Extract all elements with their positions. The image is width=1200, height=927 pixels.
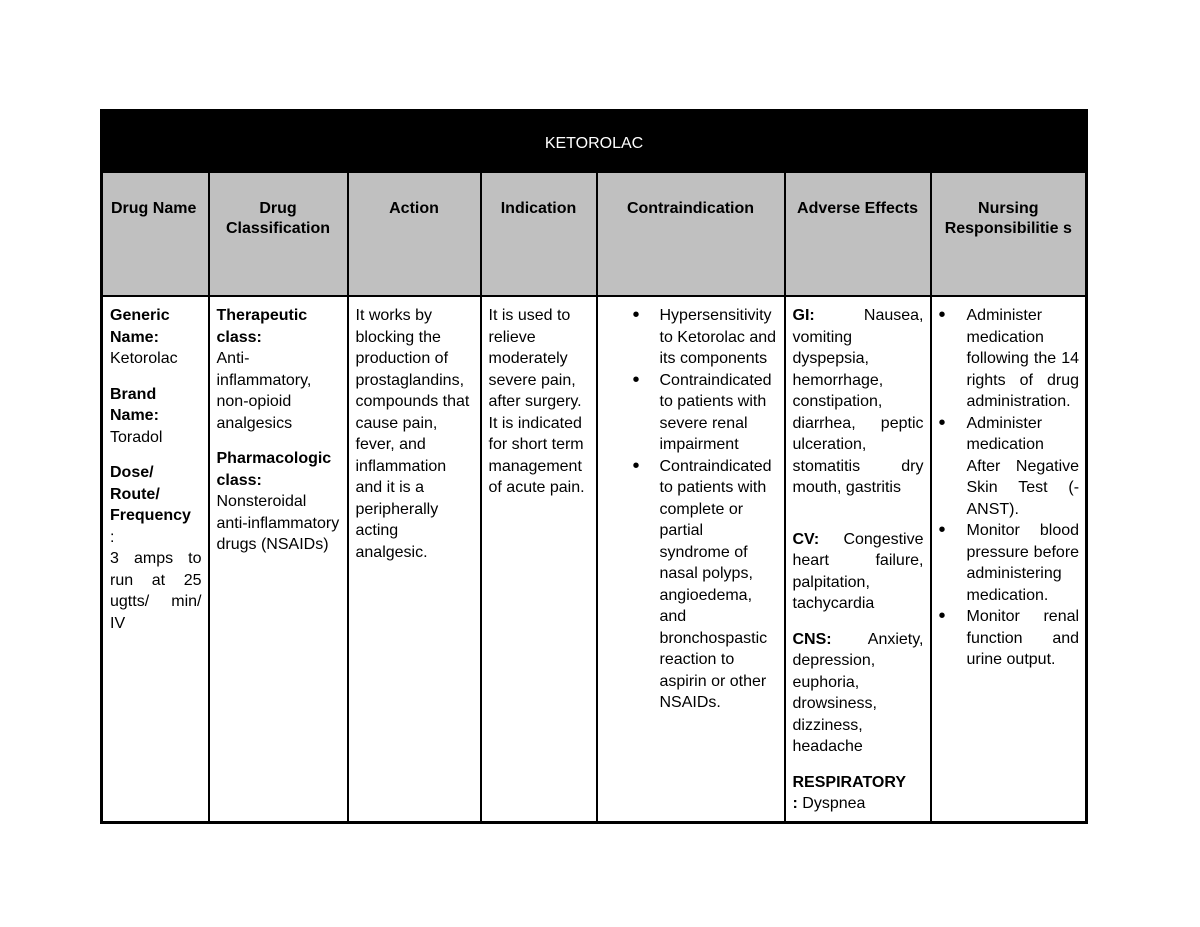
cell-adverse-effects <box>785 296 931 822</box>
contraindication-item: • Contraindicated to patients with severe renal impairment <box>605 370 778 456</box>
header-drug-classification: Drug Classification <box>209 172 348 296</box>
table-title: KETOROLAC <box>102 111 1087 173</box>
gi-label: GI: <box>792 307 815 324</box>
cell-action: It works by blocking the production of prostaglandins, compounds that cause pain, fever, and inflammation and it is a peripherally acting analgesic. <box>348 296 481 822</box>
contraindication-list <box>605 305 778 714</box>
cell-drug-classification <box>209 296 348 822</box>
cell-drug-name <box>102 296 209 822</box>
contraindication-item: • Hypersensitivity to Ketorolac and its components <box>605 305 778 370</box>
dose-value: 3 amps to run at 25 ugtts/ min/ IV <box>110 550 202 632</box>
generic-name-value: Ketorolac <box>110 350 178 367</box>
generic-name-label: Generic Name: <box>110 307 170 346</box>
pharmacologic-class-label: Pharmacologic class: <box>216 450 332 489</box>
header-nursing-responsibilities: Nursing Responsibilitie s <box>931 172 1087 296</box>
cns-value: Anxiety, depression, euphoria, drowsiness, dizziness, headache <box>792 630 924 755</box>
header-contraindication: Contraindication <box>597 172 785 296</box>
cv-label: CV: <box>792 530 820 548</box>
header-indication: Indication <box>481 172 597 296</box>
nursing-item: • Monitor blood pressure before administering medication. <box>939 520 1080 606</box>
drug-study-table <box>100 109 1088 824</box>
dose-colon: : <box>110 528 115 546</box>
cell-contraindication <box>597 296 785 822</box>
contraindication-item: • Contraindicated to patients with complete or partial syndrome of nasal polyps, angioedema, and bronchospastic reaction to aspirin or other NSAIDs. <box>605 456 778 714</box>
header-drug-name: Drug Name <box>102 172 209 296</box>
cell-indication: It is used to relieve moderately severe pain, after surgery. It is indicated for short term management of acute pain. <box>481 296 597 822</box>
nursing-item: • Monitor renal function and urine output. <box>939 606 1080 671</box>
pharmacologic-class-value: Nonsteroidal anti-inflammatory drugs (NSAIDs) <box>216 493 340 553</box>
therapeutic-class-value: Anti-inflammatory, non-opioid analgesics <box>216 350 312 432</box>
respiratory-value: Dyspnea <box>802 795 866 812</box>
nursing-item: • Administer medication following the 14 rights of drug administration. <box>939 305 1080 413</box>
header-action: Action <box>348 172 481 296</box>
nursing-item: • Administer medication After Negative Skin Test (-ANST). <box>939 413 1080 521</box>
respiratory-label: RESPIRATORY <box>792 773 906 791</box>
cns-label: CNS: <box>792 630 832 648</box>
nursing-list <box>939 305 1080 671</box>
cell-nursing-responsibilities <box>931 296 1087 822</box>
cv-value: Congestive heart failure, palpitation, tachycardia <box>792 530 924 612</box>
therapeutic-class-label: Therapeutic class: <box>216 307 308 346</box>
header-adverse-effects: Adverse Effects <box>785 172 931 296</box>
gi-value: Nausea, vomiting dyspepsia, hemorrhage, constipation, diarrhea, peptic ulceration, stomatitis dry mouth, gastritis <box>792 307 924 496</box>
dose-label: Dose/ Route/ Frequency <box>110 464 191 524</box>
respiratory-colon: : <box>792 795 798 812</box>
brand-name-label: Brand Name: <box>110 385 159 424</box>
brand-name-value: Toradol <box>110 428 163 446</box>
